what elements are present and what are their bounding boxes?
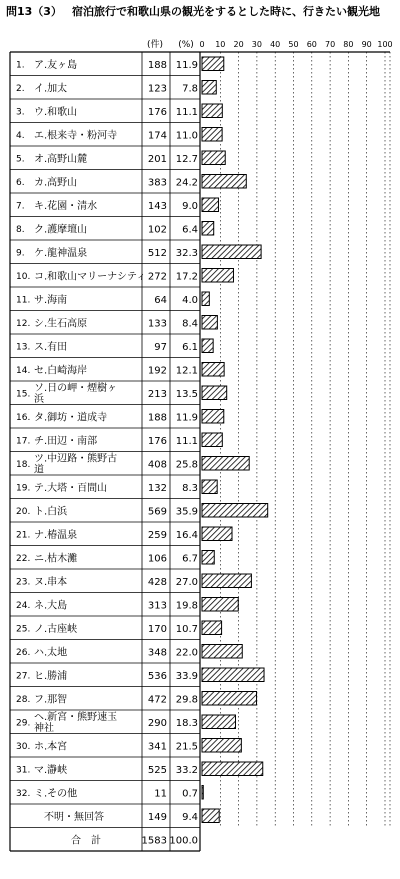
row-count: 408 — [147, 459, 167, 471]
row-number: 7. — [16, 201, 25, 212]
row-label: タ.御坊・道成寺 — [34, 412, 108, 424]
row-percent: 29.8 — [175, 694, 198, 706]
bar — [202, 410, 224, 424]
row-percent: 18.3 — [175, 717, 198, 729]
bar — [202, 316, 217, 330]
row-label: フ.那智 — [34, 694, 68, 706]
bar — [202, 269, 233, 283]
row-percent: 6.1 — [182, 341, 198, 353]
row-percent: 22.0 — [175, 647, 198, 659]
row-percent: 12.7 — [175, 153, 198, 165]
bar — [202, 128, 222, 142]
row-percent: 17.2 — [175, 271, 198, 283]
row-count: 149 — [147, 811, 167, 823]
row-percent: 11.9 — [175, 412, 198, 424]
row-count: 123 — [147, 83, 167, 95]
bar — [202, 504, 268, 518]
bar — [202, 104, 222, 118]
row-percent: 13.5 — [175, 388, 198, 400]
scale-tick-label: 30 — [251, 40, 262, 49]
row-label: ネ.大島 — [34, 600, 68, 612]
bar — [202, 433, 222, 447]
row-label-cont: 浜 — [34, 394, 44, 405]
row-percent: 6.7 — [182, 553, 198, 565]
row-number: 4. — [16, 130, 25, 141]
row-label: ミ.その他 — [34, 788, 78, 800]
row-label-cont: 道 — [34, 464, 44, 476]
row-count: 201 — [147, 153, 167, 165]
row-count: 64 — [154, 294, 167, 306]
row-count: 525 — [147, 764, 167, 776]
row-count: 106 — [147, 553, 167, 565]
row-number: 32. — [16, 788, 31, 799]
row-count: 272 — [147, 271, 167, 283]
bar — [202, 668, 264, 682]
row-label: ス.有田 — [34, 341, 68, 353]
bar — [202, 692, 257, 706]
row-number: 18. — [16, 459, 31, 470]
scale-tick-label: 10 — [215, 40, 226, 49]
bar — [202, 57, 224, 71]
row-count: 313 — [147, 600, 167, 612]
row-number: 30. — [16, 741, 31, 752]
bar — [202, 292, 209, 306]
bar — [202, 621, 222, 635]
row-label: ク.護摩壇山 — [34, 224, 88, 236]
row-percent: 7.8 — [182, 83, 198, 95]
row-label: ニ.枯木灘 — [34, 553, 78, 565]
row-number: 3. — [16, 107, 25, 118]
row-label: オ.高野山麓 — [34, 153, 88, 165]
row-percent: 11.1 — [175, 435, 198, 447]
row-percent: 10.7 — [175, 623, 198, 635]
row-count: 192 — [147, 365, 167, 377]
row-label: ツ.中辺路・熊野古 — [34, 453, 118, 465]
row-label: ハ.太地 — [34, 647, 68, 659]
row-percent: 8.3 — [182, 482, 198, 494]
row-number: 24. — [16, 600, 31, 611]
scale-tick-label: 60 — [306, 40, 317, 49]
bar — [202, 598, 238, 612]
scale-tick-label: 0 — [199, 40, 205, 49]
row-number: 13. — [16, 342, 31, 353]
row-number: 27. — [16, 671, 31, 682]
header-count: (件) — [146, 40, 164, 50]
row-label: チ.田辺・南部 — [34, 435, 98, 447]
row-number: 6. — [16, 177, 25, 188]
row-number: 14. — [16, 365, 31, 376]
row-label: ト.白浜 — [34, 506, 68, 518]
row-percent: 0.7 — [182, 788, 198, 800]
row-count: 11 — [154, 788, 167, 800]
question-text: 宿泊旅行で和歌山県の観光をするとした時に、行きたい観光地 — [71, 5, 380, 18]
row-label: イ.加太 — [34, 83, 68, 95]
row-percent: 33.2 — [175, 764, 198, 776]
bar — [202, 715, 235, 729]
row-percent: 19.8 — [175, 600, 198, 612]
row-percent: 9.4 — [182, 811, 198, 823]
bar — [202, 151, 225, 165]
row-count: 176 — [147, 435, 167, 447]
row-percent: 32.3 — [175, 247, 198, 259]
bar — [202, 339, 213, 353]
row-count: 133 — [147, 318, 167, 330]
scale-tick-label: 70 — [325, 40, 336, 49]
bar — [202, 480, 217, 494]
scale-tick-label: 50 — [288, 40, 299, 49]
row-label: コ.和歌山マリーナシティ — [34, 271, 147, 283]
row-number: 17. — [16, 436, 31, 447]
total-count: 1583 — [141, 835, 167, 847]
question-number: 問13（3） — [6, 5, 62, 18]
row-count: 348 — [147, 647, 167, 659]
row-label: ヒ.勝浦 — [34, 670, 68, 682]
row-percent: 33.9 — [175, 670, 198, 682]
row-number: 20. — [16, 506, 31, 517]
row-percent: 4.0 — [182, 294, 198, 306]
row-label: ヌ.串本 — [34, 576, 68, 588]
row-number: 23. — [16, 577, 31, 588]
row-label: キ.花園・清水 — [34, 200, 98, 212]
row-count: 472 — [147, 694, 167, 706]
row-count: 290 — [147, 717, 167, 729]
row-label: ケ.龍神温泉 — [34, 247, 88, 259]
total-label: 合 計 — [71, 835, 101, 847]
bar — [202, 198, 218, 212]
row-percent: 24.2 — [175, 177, 198, 189]
row-number: 1. — [16, 60, 25, 71]
row-count: 213 — [147, 388, 167, 400]
row-number: 19. — [16, 483, 31, 494]
row-count: 512 — [147, 247, 167, 259]
row-count: 536 — [147, 670, 167, 682]
row-count: 170 — [147, 623, 167, 635]
row-count: 428 — [147, 576, 167, 588]
row-count: 569 — [147, 506, 167, 518]
scale-tick-label: 90 — [361, 40, 372, 49]
row-count: 132 — [147, 482, 167, 494]
bar — [202, 81, 216, 95]
row-label: サ.海南 — [34, 294, 68, 306]
row-label: ヘ.新宮・熊野速玉 — [34, 712, 118, 723]
bar — [202, 551, 214, 565]
bar — [202, 175, 246, 189]
row-number: 15. — [16, 389, 31, 400]
row-percent: 8.4 — [182, 318, 198, 330]
bar — [202, 762, 263, 776]
bar — [202, 222, 214, 236]
row-count: 102 — [147, 224, 167, 236]
row-percent: 16.4 — [175, 529, 198, 541]
row-count: 188 — [147, 59, 167, 71]
bar — [202, 786, 203, 800]
row-percent: 25.8 — [175, 459, 198, 471]
row-number: 22. — [16, 553, 31, 564]
row-label: カ.高野山 — [34, 177, 78, 189]
bar — [202, 574, 251, 588]
row-count: 174 — [147, 130, 167, 142]
row-number: 10. — [16, 271, 31, 282]
row-number: 11. — [16, 295, 31, 306]
row-number: 9. — [16, 248, 25, 259]
row-count: 383 — [147, 177, 167, 189]
row-label: ア.友ヶ島 — [34, 59, 78, 71]
bar — [202, 245, 261, 259]
row-number: 8. — [16, 224, 25, 235]
row-percent: 6.4 — [182, 224, 198, 236]
row-number: 25. — [16, 624, 31, 635]
scale-tick-label: 40 — [270, 40, 281, 49]
row-percent: 11.0 — [175, 130, 198, 142]
total-percent: 100.0 — [169, 835, 198, 847]
scale-tick-label: 20 — [233, 40, 244, 49]
row-label: シ.生石高原 — [34, 318, 88, 330]
row-number: 26. — [16, 647, 31, 658]
row-number: 12. — [16, 318, 31, 329]
scale-tick-label: 80 — [343, 40, 354, 49]
row-count: 341 — [147, 741, 167, 753]
row-label-cont: 神社 — [34, 723, 54, 734]
bar — [202, 739, 241, 753]
row-label: ノ.古座峡 — [34, 623, 78, 635]
row-label: ソ.日の岬・煙樹ヶ — [34, 383, 118, 394]
row-percent: 9.0 — [182, 200, 198, 212]
bar — [202, 457, 249, 471]
row-count: 259 — [147, 529, 167, 541]
bar — [202, 363, 224, 377]
row-count: 97 — [154, 341, 167, 353]
row-label: ナ.椿温泉 — [34, 529, 78, 541]
row-label: 不明・無回答 — [44, 811, 104, 823]
bar — [202, 645, 242, 659]
row-number: 5. — [16, 154, 25, 165]
row-label: エ.根来寺・粉河寺 — [34, 130, 118, 142]
row-percent: 27.0 — [175, 576, 198, 588]
row-count: 176 — [147, 106, 167, 118]
row-number: 2. — [16, 83, 25, 94]
bar — [202, 386, 227, 400]
row-count: 143 — [147, 200, 167, 212]
row-percent: 35.9 — [175, 506, 198, 518]
bar — [202, 527, 232, 541]
row-number: 16. — [16, 412, 31, 423]
row-label: ホ.本宮 — [34, 741, 68, 753]
row-count: 188 — [147, 412, 167, 424]
bar — [202, 809, 219, 823]
row-label: ウ.和歌山 — [34, 106, 78, 118]
row-label: マ.瀞峡 — [34, 764, 68, 776]
row-number: 21. — [16, 530, 31, 541]
row-percent: 11.9 — [175, 59, 198, 71]
row-label: セ.白崎海岸 — [34, 365, 88, 377]
row-percent: 11.1 — [175, 106, 198, 118]
scale-tick-label: 100 — [377, 40, 393, 49]
row-number: 28. — [16, 694, 31, 705]
row-number: 31. — [16, 765, 31, 776]
row-number: 29. — [16, 718, 31, 729]
row-percent: 21.5 — [175, 741, 198, 753]
row-percent: 12.1 — [175, 365, 198, 377]
row-label: テ.大塔・百間山 — [34, 482, 108, 494]
header-percent: (%) — [178, 40, 194, 50]
